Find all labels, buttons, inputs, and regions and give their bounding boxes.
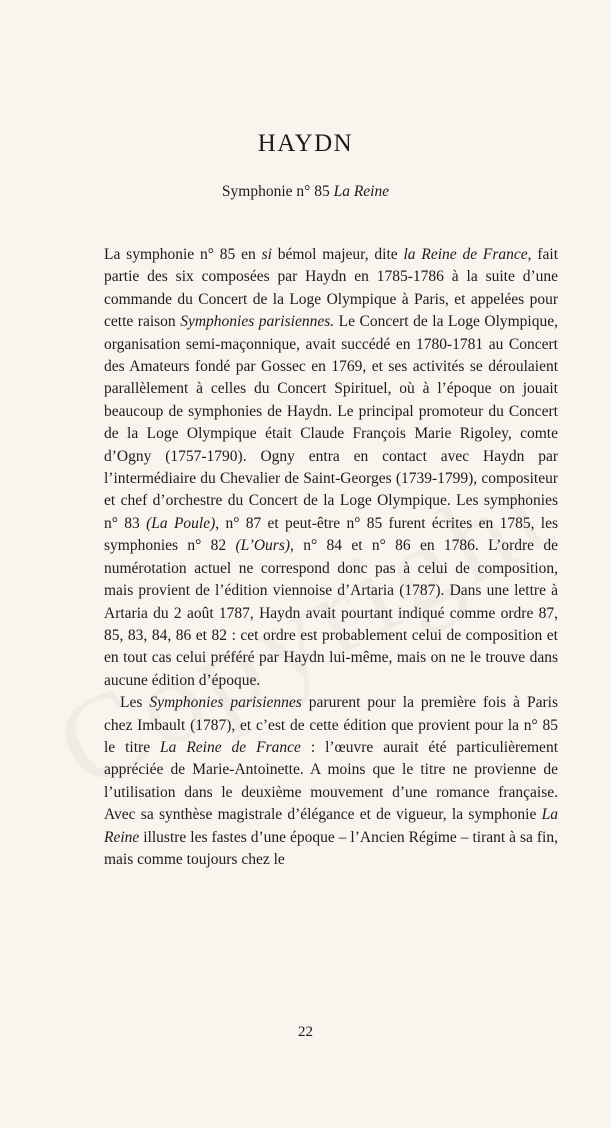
text-run: La symphonie n° 85 en [104, 246, 262, 263]
italic-run: La Reine [104, 806, 558, 846]
subtitle-italic: La Reine [333, 183, 390, 200]
body-paragraph [104, 244, 558, 692]
italic-run: La Reine de France [160, 738, 301, 756]
italic-run: la Reine de France [403, 246, 528, 263]
text-run: bémol majeur, dite [271, 246, 404, 263]
article-body [104, 244, 558, 871]
text-run: , n° 87 et peut-être n° 85 furent écrites en 1785, les symphonies n° 82 [104, 514, 558, 555]
page-subtitle [0, 183, 611, 201]
text-run: : l’œuvre aurait été particulièrement appréciée de Marie-Antoinette. A moins que le titre ne provienne de l’utilisation dans le deuxième mouvement d’une romance française. Avec sa synthèse magistrale d’élégance et de vigueur, la symphonie [104, 738, 558, 824]
text-run: , n° 84 et n° 86 en 1786. L’ordre de numérotation actuel ne correspond donc pas à celui de composition, mais provient de l’édition viennoise d’Artaria (1787). Dans une lettre à Artaria du 2 août 1787, Haydn avait pourtant indiqué comme ordre 87, 85, 83, 84, 86 et 82 : cet ordre est probablement celui de composition et en tout cas celui préféré par Haydn lui-même, mais on ne le trouve dans aucune édition d’époque. [104, 537, 558, 689]
italic-run: si [261, 246, 272, 263]
text-run: Le Concert de la Loge Olympique, organisation semi-maçonnique, avait succédé en 1780-1781 au Concert des Amateurs fondé par Gossec en 1769, et ses activités se déroulaient parallèlement à celles du Concert Spirituel, où à l’époque on jouait beaucoup de symphonies de Haydn. Le principal promoteur du Concert de la Loge Olympique était Claude François Marie Rigoley, comte d’Ogny (1757-1790). Ogny entra en contact avec Haydn par l’intermédiaire du Chevalier de Saint-Georges (1739-1799), compositeur et chef d’orchestre du Concert de la Loge Olympique. Les symphonies n° 83 [104, 313, 558, 532]
page-title: HAYDN [257, 130, 354, 157]
text-run: parurent pour la première fois à Paris chez Imbault (1787), et c’est de cette édition que provient pour la n° 85 le titre [104, 694, 558, 756]
text-run: , fait partie des six composées par Haydn en 1785-1786 à la suite d’une commande du Concert de la Loge Olympique à Paris, et appelées pour cette raison [104, 246, 559, 331]
body-paragraph [104, 692, 558, 871]
italic-run: Symphonies parisiennes [149, 694, 302, 712]
text-run: Les [120, 694, 150, 712]
text-run: illustre les fastes d’une époque – l’Ancien Régime – tirant à sa fin, mais comme toujours chez le [104, 828, 558, 868]
italic-run: (La Poule) [146, 514, 216, 532]
italic-run: Symphonies parisiennes. [180, 313, 335, 331]
italic-run: (L’Ours) [235, 537, 291, 555]
subtitle-text: Symphonie n° 85 [221, 183, 334, 200]
page-number: 22 [298, 1024, 313, 1040]
